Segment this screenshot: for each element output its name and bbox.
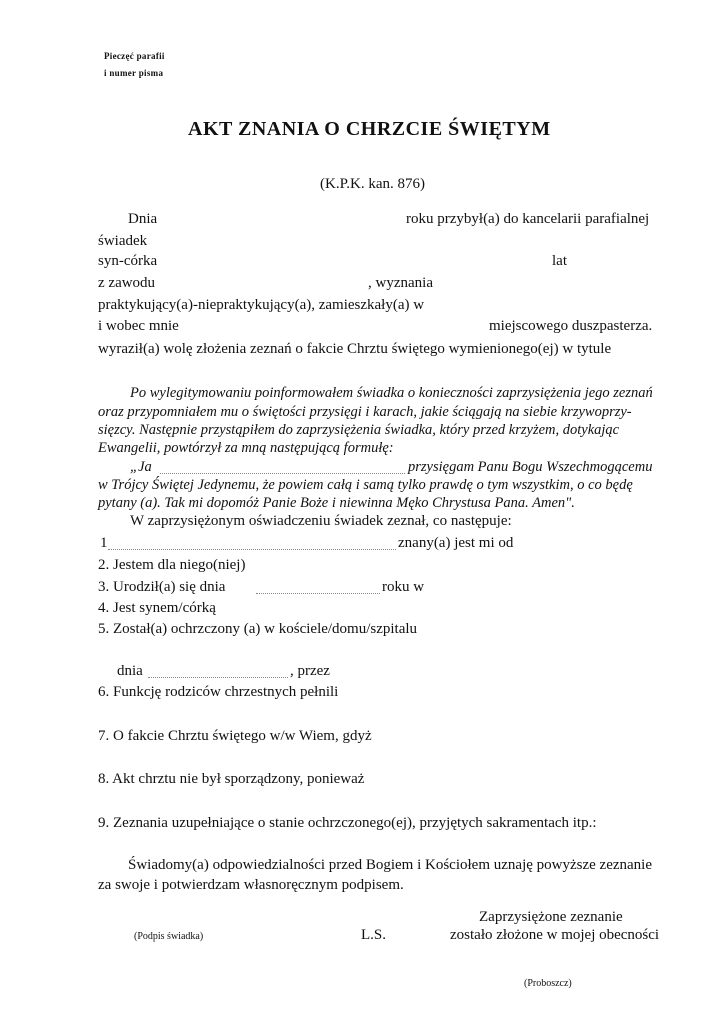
item-7-label: 7. O fakcie Chrztu świętego w/w Wiem, gdyż (98, 728, 372, 744)
item-1-label: znany(a) jest mi od (398, 535, 514, 551)
document-title: AKT ZNANIA O CHRZCIE ŚWIĘTYM (188, 118, 551, 140)
day-label: Dnia (128, 211, 158, 227)
closing-line-2: za swoje i potwierdzam własnoręcznym podpisem. (98, 877, 404, 893)
oath-line-3: sięzcy. Następnie przystąpiłem do zaprzysiężenia świadka, który przed krzyżem, dotykając (98, 422, 620, 438)
item-5-by-label: , przez (290, 663, 330, 679)
item-3-year-label: roku w (382, 579, 425, 595)
pastor-label: miejscowego duszpasterza. (489, 318, 653, 334)
arrived-label: roku przybył(a) do kancelarii parafialnej (406, 211, 650, 227)
item-1-dotted-field (108, 535, 396, 550)
faith-label: , wyznania (368, 275, 433, 291)
item-5-label: 5. Został(a) ochrzczony (a) w kościele/domu/szpitalu (98, 621, 418, 637)
stamp-label-1: Pieczęć parafii (104, 51, 165, 61)
formula-line-1: przysięgam Panu Bogu Wszechmogącemu (408, 459, 653, 475)
item-5-dotted-field (148, 663, 288, 678)
item-5-day-label: dnia (117, 663, 143, 679)
stamp-label-2: i numer pisma (104, 68, 164, 78)
item-9-label: 9. Zeznania uzupełniające o stanie ochrzczonego(ej), przyjętych sakramentach itp.: (98, 815, 597, 831)
item-8-label: 8. Akt chrztu nie był sporządzony, ponieważ (98, 771, 365, 787)
witness-label: świadek (98, 233, 148, 249)
sworn-statement-line-2: zostało złożone w mojej obecności (450, 927, 660, 943)
formula-line-2: w Trójcy Świętej Jedynemu, że powiem całą i samą tylko prawdę o tym wszystkim, o co będę (98, 477, 633, 493)
oath-line-2: oraz przypomniałem mu o świętości przysięgi i karach, jakie ściągają na siebie krzywoprzy- (98, 404, 632, 420)
formula-line-3: pytany (a). Tak mi dopomóż Panie Boże i niewinna Męko Chrystusa Pana. Amen". (98, 495, 575, 511)
item-4-label: 4. Jest synem/córką (98, 600, 216, 616)
pastor-signature-caption: (Proboszcz) (524, 978, 572, 989)
profession-label: z zawodu (98, 275, 156, 291)
law-reference: (K.P.K. kan. 876) (320, 176, 425, 192)
item-3-dotted-field (256, 579, 380, 594)
sworn-statement-line-1: Zaprzysiężone zeznanie (479, 909, 623, 925)
declared-label: wyraził(a) wolę złożenia zeznań o fakcie Chrztu świętego wymienionego(ej) w tytule (98, 341, 612, 357)
oath-line-1: Po wylegitymowaniu poinformowałem świadka o konieczności zaprzysiężenia jego zeznań (130, 385, 653, 401)
item-2-label: 2. Jestem dla niego(niej) (98, 557, 246, 573)
residence-label: praktykujący(a)-niepraktykujący(a), zamieszkały(a) w (98, 297, 425, 313)
son-daughter-label: syn-córka (98, 253, 158, 269)
item-6-label: 6. Funkcję rodziców chrzestnych pełnili (98, 684, 339, 700)
ls-seal-mark: L.S. (361, 927, 387, 943)
testimony-intro: W zaprzysiężonym oświadczeniu świadek zeznał, co następuje: (130, 513, 512, 529)
formula-ja: „Ja (130, 459, 152, 475)
before-label: i wobec mnie (98, 318, 179, 334)
years-label: lat (552, 253, 567, 269)
item-1-number: 1 (100, 535, 108, 551)
item-3-label: 3. Urodził(a) się dnia (98, 579, 226, 595)
closing-line-1: Świadomy(a) odpowiedzialności przed Bogiem i Kościołem uznaję powyższe zeznanie (128, 857, 652, 873)
witness-signature-caption: (Podpis świadka) (134, 931, 204, 942)
name-dotted-field (160, 459, 405, 474)
oath-line-4: Ewangelii, powtórzył za mną następującą formułę: (98, 440, 394, 456)
